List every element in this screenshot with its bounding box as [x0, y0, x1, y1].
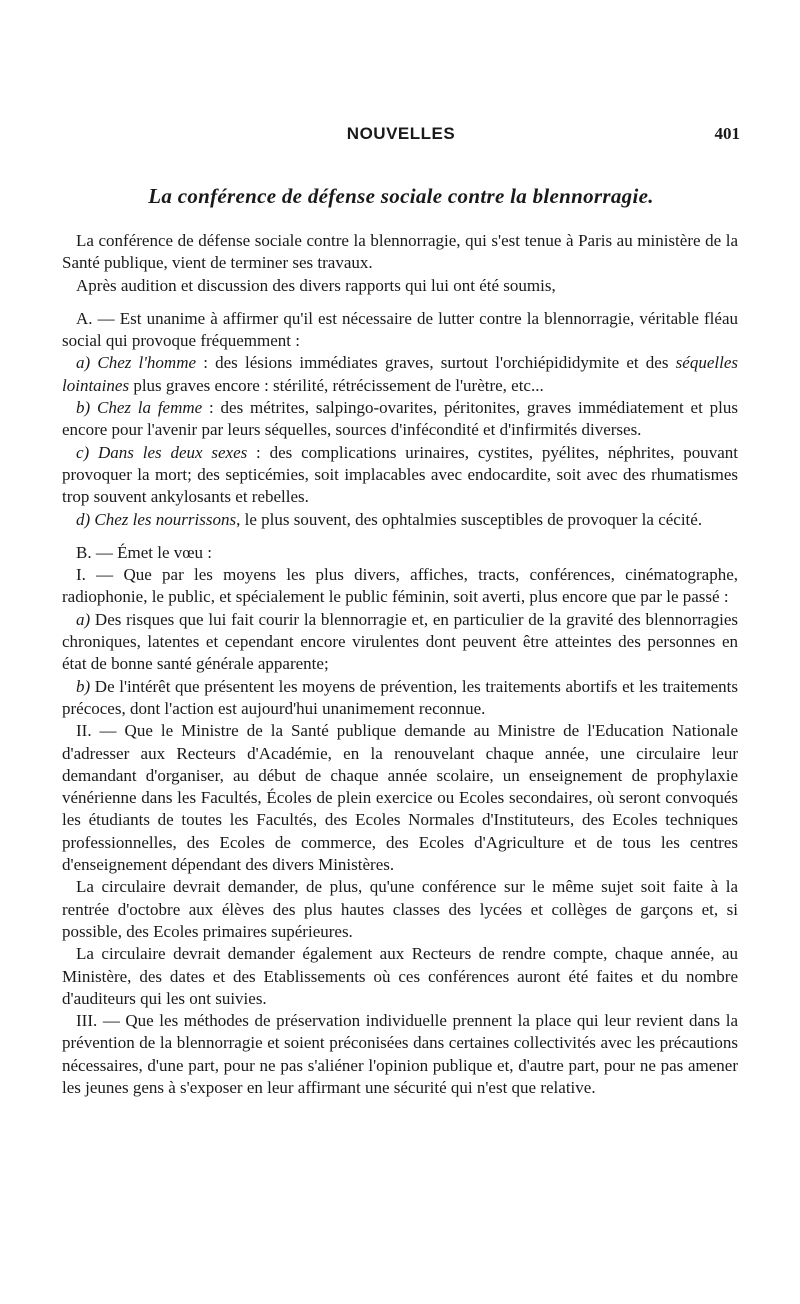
item-label: b) Chez la femme: [76, 398, 203, 418]
point-a-item-d: d) Chez les nourrissons, le plus souvent, des ophtalmies susceptibles de provoquer la cécité.: [76, 509, 703, 529]
intro-paragraph: La conférence de défense sociale contre la blennorragie, qui s'est tenue à Paris au ministère de la Santé publique, vient de terminer ses travaux.: [62, 231, 738, 273]
item-label: d) Chez les nourrissons: [76, 509, 237, 529]
point-b-section-2-paragraph: La circulaire devrait demander également aux Recteurs de rendre compte, chaque année, au Ministère, des dates et des Etablissements où ces conférences auront été faites et du nombre d'auditeurs qui les ont suivies.: [62, 944, 738, 1008]
point-a-item-b: b) Chez la femme : des métrites, salpingo-ovarites, péritonites, graves immédiatement et plus encore pour l'avenir par leurs séquelles, sources d'infécondité et d'infirmités diverses.: [62, 398, 738, 440]
point-a-item-a: a) Chez l'homme : des lésions immédiates graves, surtout l'orchiépididymite et des séquelles lointaines plus graves encore : stérilité, rétrécissement de l'urètre, etc...: [62, 353, 738, 395]
point-b: B. — Émet le vœu :: [76, 542, 212, 562]
intro-paragraph: Après audition et discussion des divers rapports qui lui ont été soumis,: [76, 275, 556, 295]
item-label: a): [76, 609, 91, 629]
article-body: [62, 230, 738, 1099]
item-label: c) Dans les deux sexes: [76, 442, 248, 462]
point-b-section-2-paragraph: La circulaire devrait demander, de plus, qu'une conférence sur le même sujet soit faite à la rentrée d'octobre aux élèves des plus hautes classes des lycées et collèges de garçons et, si possible, des Ecoles primaires supérieures.: [62, 877, 738, 941]
section-title: NOUVELLES: [346, 124, 456, 143]
point-b-section-1: I. — Que par les moyens les plus divers, affiches, tracts, conférences, cinématographe, radiophonie, le public, et spécialement le public féminin, soit averti, plus encore que par le passé :: [62, 565, 738, 607]
point-b-section-1-item-a: a) Des risques que lui fait courir la blennorragie et, en particulier de la gravité des blennorragies chroniques, latentes et cependant encore virulentes dont peuvent être atteintes des personnes en état de bonne santé générale apparente;: [62, 609, 738, 674]
point-b-section-1-item-b: b) De l'intérêt que présentent les moyens de prévention, les traitements abortifs et les traitements précoces, dont l'action est aujourd'hui unanimement reconnue.: [62, 676, 738, 718]
item-label: b): [76, 676, 91, 696]
item-label: a) Chez l'homme: [76, 353, 197, 373]
point-b-section-2: II. — Que le Ministre de la Santé publique demande au Ministre de l'Education Nationale d'adresser aux Recteurs d'Académie, en la renouvelant chaque année, une circulaire leur demandant d'organiser, au début de chaque année scolaire, un enseignement de prophylaxie vénérienne dans les Facultés, Écoles de plein exercice ou Ecoles secondaires, où seront convoqués les étudiants de toutes les Facultés, des Ecoles Normales d'Instituteurs, des Ecoles techniques professionnelles, des Ecoles de commerce, des Ecoles d'Agriculture et de tous les centres d'enseignement dépendant des divers Ministères.: [62, 721, 738, 875]
running-head: [62, 124, 740, 148]
article-title: La conférence de défense sociale contre la blennorragie.: [148, 184, 654, 208]
point-b-section-3: III. — Que les méthodes de préservation individuelle prennent la place qui leur revient dans la prévention de la blennorragie et soient préconisées dans certaines collectivités avec les précautions nécessaires, d'une part, pour ne pas s'aliéner l'opinion publique et, d'autre part, pour ne pas amener les jeunes gens à s'exposer en leur affirmant une sécurité qui n'est que relative.: [62, 1011, 738, 1097]
point-a-item-c: c) Dans les deux sexes : des complications urinaires, cystites, pyélites, néphrites, pouvant provoquer la mort; des septicémies, soit implacables avec endocardite, soit avec des rhumatismes trop souvent ankylosants et rebelles.: [62, 442, 738, 507]
point-a: A. — Est unanime à affirmer qu'il est nécessaire de lutter contre la blennorragie, véritable fléau social qui provoque fréquemment :: [62, 308, 738, 351]
page-number: 401: [714, 124, 740, 143]
